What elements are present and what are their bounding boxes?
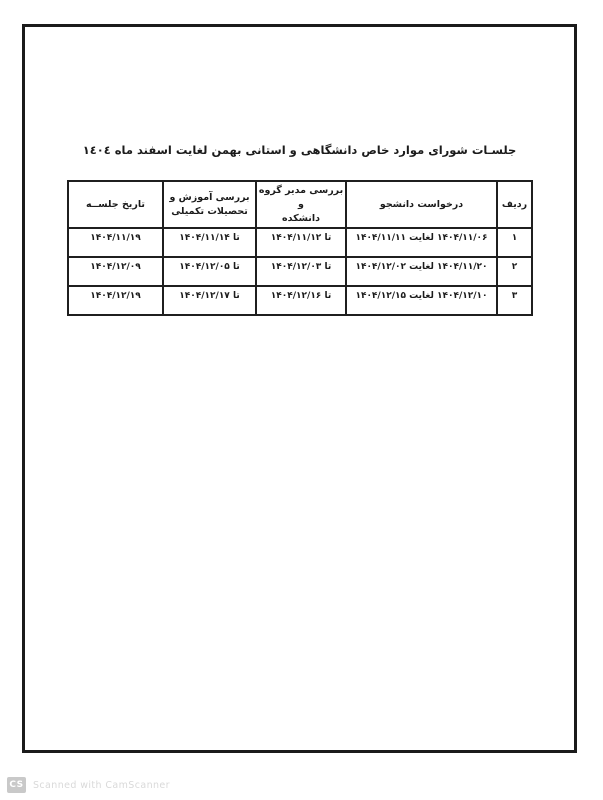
- camscanner-watermark: [7, 777, 170, 793]
- header-student-request: درخواست دانشجو: [346, 181, 497, 228]
- cell-education-review: تا ۱۴۰۴/۱۱/۱۴: [163, 228, 256, 257]
- header-dept-review-line2: دانشکده: [282, 212, 320, 224]
- table-row: [68, 286, 532, 315]
- cell-meeting-date: ۱۴۰۴/۱۱/۱۹: [68, 228, 163, 257]
- cell-dept-review: تا ۱۴۰۴/۱۲/۰۳: [256, 257, 346, 286]
- cell-dept-review: تا ۱۴۰۴/۱۱/۱۲: [256, 228, 346, 257]
- meeting-schedule-table: [67, 180, 533, 316]
- header-education-review-line1: بررسی آموزش و: [169, 191, 250, 203]
- header-education-review-line2: تحصیلات تکمیلی: [171, 205, 248, 217]
- cell-education-review: تا ۱۴۰۴/۱۲/۱۷: [163, 286, 256, 315]
- cell-education-review: تا ۱۴۰۴/۱۲/۰۵: [163, 257, 256, 286]
- cell-student-request: ۱۴۰۴/۱۲/۱۰ لغایت ۱۴۰۴/۱۲/۱۵: [346, 286, 497, 315]
- table-row: [68, 228, 532, 257]
- cell-meeting-date: ۱۴۰۴/۱۲/۰۹: [68, 257, 163, 286]
- table-header-row: [68, 181, 532, 228]
- cell-dept-review: تا ۱۴۰۴/۱۲/۱۶: [256, 286, 346, 315]
- header-dept-review-line1: بررسی مدیر گروه و: [258, 185, 344, 210]
- cell-student-request: ۱۴۰۴/۱۱/۲۰ لغایت ۱۴۰۴/۱۲/۰۲: [346, 257, 497, 286]
- header-meeting-date: تاریخ جلســه: [68, 181, 163, 228]
- cell-student-request: ۱۴۰۴/۱۱/۰۶ لغایت ۱۴۰۴/۱۱/۱۱: [346, 228, 497, 257]
- page-border-frame: [22, 24, 577, 753]
- header-education-review: [163, 181, 256, 228]
- camscanner-icon: CS: [7, 777, 26, 793]
- document-title: جلسـات شورای موارد خاص دانشگاهی و استانی بهمن لغایت اسفند ماه ١٤٠٤: [82, 143, 517, 157]
- cell-row-number: ۲: [497, 257, 532, 286]
- header-dept-review: [256, 181, 346, 228]
- table-row: [68, 257, 532, 286]
- cell-row-number: ۱: [497, 228, 532, 257]
- cell-meeting-date: ۱۴۰۴/۱۲/۱۹: [68, 286, 163, 315]
- camscanner-watermark-text: Scanned with CamScanner: [33, 779, 170, 791]
- header-row-number: ردیف: [497, 181, 532, 228]
- cell-row-number: ۳: [497, 286, 532, 315]
